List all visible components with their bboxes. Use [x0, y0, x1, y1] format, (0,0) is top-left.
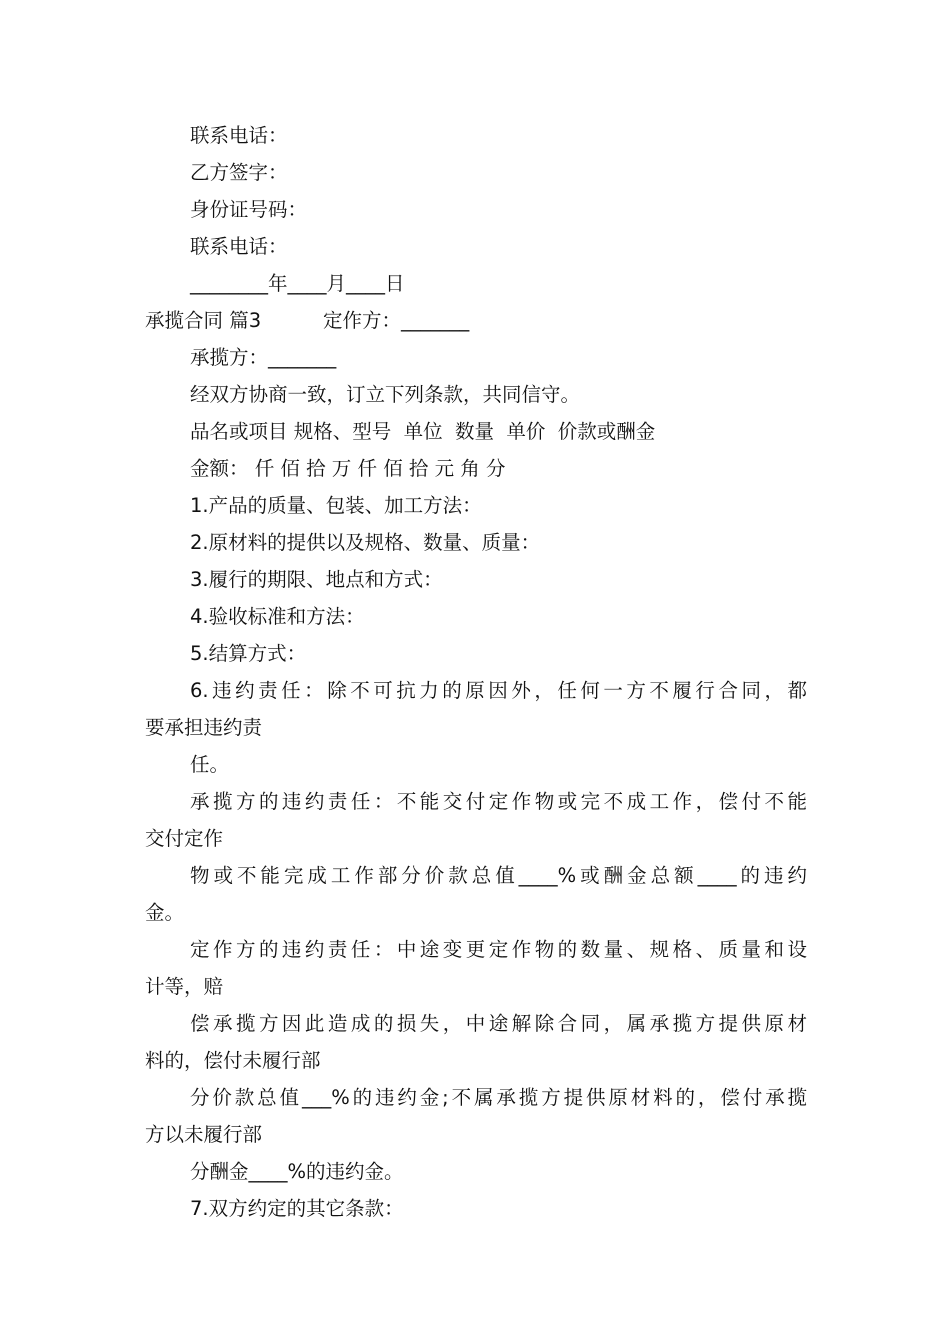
amount-units-line: 金额： 仟 佰 拾 万 仟 佰 拾 元 角 分: [190, 457, 506, 480]
party-b-signature-label: 乙方签字：: [190, 161, 288, 184]
section-heading: 承揽合同 篇3: [145, 309, 262, 332]
orderer-liability-line-1: 定作方的违约责任：中途变更定作物的数量、规格、质量和设: [190, 938, 807, 961]
clause-7: 7.双方约定的其它条款：: [190, 1197, 404, 1220]
orderer-liability-line-5: 分价款总值___%的违约金;不属承揽方提供原材料的，偿付承揽: [190, 1086, 807, 1109]
clause-1: 1.产品的质量、包装、加工方法：: [190, 494, 482, 517]
orderer-liability-line-2: 计等，赔: [145, 975, 224, 998]
contractor-label: 承揽方：_______: [190, 346, 337, 369]
contractor-liability-line-4: 金。: [145, 901, 185, 924]
orderer-liability-line-7: 分酬金____%的违约金。: [190, 1160, 404, 1183]
item-table-header: 品名或项目 规格、型号 单位 数量 单价 价款或酬金: [190, 420, 656, 443]
contact-phone-label: 联系电话：: [190, 124, 288, 147]
orderer-label: 定作方：_______: [323, 309, 470, 332]
clause-6-line-3: 任。: [190, 753, 230, 776]
orderer-liability-line-4: 料的，偿付未履行部: [145, 1049, 321, 1072]
clause-6-line-2: 要承担违约责: [145, 716, 263, 739]
contractor-liability-line-3: 物或不能完成工作部分价款总值____%或酬金总额____的违约: [190, 864, 807, 887]
contractor-liability-line-1: 承揽方的违约责任：不能交付定作物或完不成工作，偿付不能: [190, 790, 807, 813]
clause-5: 5.结算方式：: [190, 642, 307, 665]
id-number-label: 身份证号码：: [190, 198, 308, 221]
contact-phone-label-2: 联系电话：: [190, 235, 288, 258]
section-heading-row: [145, 302, 807, 339]
contractor-liability-line-2: 交付定作: [145, 827, 224, 850]
date-line: ________年____月____日: [190, 272, 405, 295]
orderer-liability-line-6: 方以未履行部: [145, 1123, 263, 1146]
clause-4: 4.验收标准和方法：: [190, 605, 365, 628]
orderer-liability-line-3: 偿承揽方因此造成的损失，中途解除合同，属承揽方提供原材: [190, 1012, 807, 1035]
clause-2: 2.原材料的提供以及规格、数量、质量：: [190, 531, 541, 554]
agreement-intro: 经双方协商一致，订立下列条款，共同信守。: [190, 383, 581, 406]
document-page: [145, 117, 807, 1227]
clause-3: 3.履行的期限、地点和方式：: [190, 568, 443, 591]
clause-6-line-1: 6.违约责任：除不可抗力的原因外，任何一方不履行合同，都: [190, 679, 807, 702]
